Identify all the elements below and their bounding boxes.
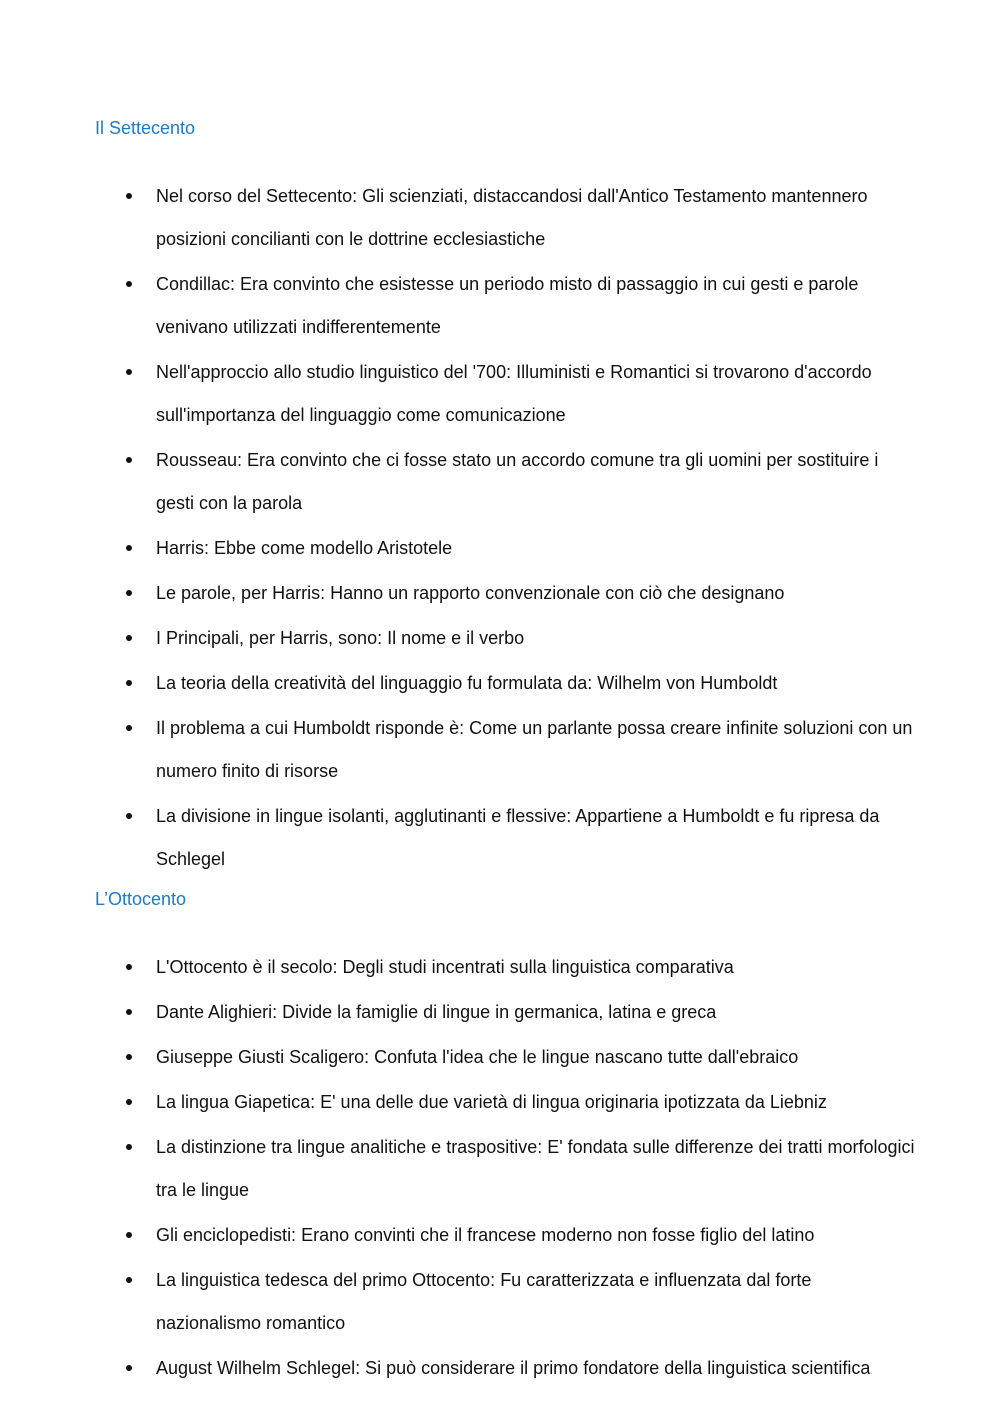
list-item-text: Giuseppe Giusti Scaligero: Confuta l'idea che le lingue nascano tutte dall'ebraico <box>156 1047 799 1067</box>
list-item-text: Gli enciclopedisti: Erano convinti che il francese moderno non fosse figlio del latino <box>156 1225 815 1245</box>
list-item <box>0 946 1000 989</box>
section-heading-ottocento: L’Ottocento <box>95 889 187 909</box>
list-item <box>0 1259 1000 1345</box>
bullet-icon <box>126 590 132 596</box>
list-item <box>0 351 1000 437</box>
bullet-list-ottocento <box>0 946 1000 1392</box>
list-item <box>0 1214 1000 1257</box>
list-item-text: La teoria della creatività del linguaggio fu formulata da: Wilhelm von Humboldt <box>156 673 778 693</box>
section-heading-settecento: Il Settecento <box>95 118 196 138</box>
bullet-icon <box>126 964 132 970</box>
bullet-icon <box>126 680 132 686</box>
list-item <box>0 527 1000 570</box>
list-item-text: Nel corso del Settecento: Gli scienziati, distaccandosi dall'Antico Testamento mantennero posizioni concilianti con le dottrine ecclesiastiche <box>156 186 868 249</box>
list-item-text: Rousseau: Era convinto che ci fosse stato un accordo comune tra gli uomini per sostituire i gesti con la parola <box>156 450 879 513</box>
bullet-icon <box>126 1144 132 1150</box>
list-item-text: La lingua Giapetica: E' una delle due varietà di lingua originaria ipotizzata da Liebniz <box>156 1092 827 1112</box>
bullet-icon <box>126 813 132 819</box>
bullet-icon <box>126 1054 132 1060</box>
list-item-text: La linguistica tedesca del primo Ottocento: Fu caratterizzata e influenzata dal forte nazionalismo romantico <box>156 1270 812 1333</box>
list-item <box>0 662 1000 705</box>
list-item <box>0 439 1000 525</box>
list-item <box>0 991 1000 1034</box>
list-item <box>0 1036 1000 1079</box>
bullet-icon <box>126 1099 132 1105</box>
list-item <box>0 1126 1000 1212</box>
list-item <box>0 263 1000 349</box>
list-item-text: La distinzione tra lingue analitiche e traspositive: E' fondata sulle differenze dei tratti morfologici tra le lingue <box>156 1137 915 1200</box>
bullet-icon <box>126 725 132 731</box>
list-item-text: Il problema a cui Humboldt risponde è: Come un parlante possa creare infinite soluzioni con un numero finito di risorse <box>156 718 913 781</box>
bullet-icon <box>126 1232 132 1238</box>
list-item-text: La divisione in lingue isolanti, agglutinanti e flessive: Appartiene a Humboldt e fu ripresa da Schlegel <box>156 806 880 869</box>
list-item-text: Le parole, per Harris: Hanno un rapporto convenzionale con ciò che designano <box>156 583 785 603</box>
list-item <box>0 795 1000 881</box>
bullet-icon <box>126 545 132 551</box>
bullet-icon <box>126 457 132 463</box>
list-item <box>0 1081 1000 1124</box>
list-item-text: Harris: Ebbe come modello Aristotele <box>156 538 453 558</box>
list-item-text: Condillac: Era convinto che esistesse un periodo misto di passaggio in cui gesti e parole venivano utilizzati indifferentemente <box>156 274 859 337</box>
list-item-text: Nell'approccio allo studio linguistico del '700: Illuministi e Romantici si trovarono d'accordo sull'importanza del linguaggio come comunicazione <box>156 362 872 425</box>
list-item <box>0 175 1000 261</box>
list-item <box>0 707 1000 793</box>
bullet-list-settecento <box>0 175 1000 883</box>
bullet-icon <box>126 1365 132 1371</box>
bullet-icon <box>126 635 132 641</box>
list-item-text: I Principali, per Harris, sono: Il nome e il verbo <box>156 628 525 648</box>
bullet-icon <box>126 281 132 287</box>
list-item-text: Dante Alighieri: Divide la famiglie di lingue in germanica, latina e greca <box>156 1002 717 1022</box>
bullet-icon <box>126 1009 132 1015</box>
list-item-text: L'Ottocento è il secolo: Degli studi incentrati sulla linguistica comparativa <box>156 957 734 977</box>
bullet-icon <box>126 1277 132 1283</box>
list-item <box>0 572 1000 615</box>
list-item <box>0 617 1000 660</box>
bullet-icon <box>126 193 132 199</box>
list-item <box>0 1347 1000 1390</box>
list-item-text: August Wilhelm Schlegel: Si può considerare il primo fondatore della linguistica scientifica <box>156 1358 871 1378</box>
bullet-icon <box>126 369 132 375</box>
